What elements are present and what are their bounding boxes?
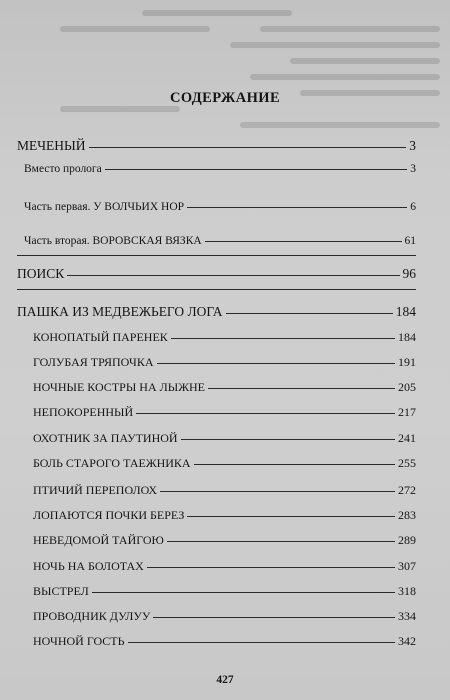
toc-entry-title: ПРОВОДНИК ДУЛУУ <box>33 609 151 623</box>
leader-line <box>205 241 402 242</box>
leader-line <box>105 169 407 170</box>
leader-line <box>208 388 395 389</box>
leader-line <box>157 363 396 364</box>
toc-entry <box>33 559 416 574</box>
toc-entry-title: БОЛЬ СТАРОГО ТАЕЖНИКА <box>33 456 191 470</box>
toc-entry-title: НОЧНОЙ ГОСТЬ <box>33 634 125 648</box>
toc-entry-page: 205 <box>398 380 416 394</box>
leader-line <box>181 439 395 440</box>
toc-entry-title: Часть первая. У ВОЛЧЬИХ НОР <box>24 201 185 213</box>
toc-entry-page: 342 <box>398 634 416 648</box>
toc-entry-page: 289 <box>398 533 416 547</box>
leader-line <box>187 516 395 517</box>
page-number: 427 <box>216 674 234 686</box>
toc-entry-title: ПОИСК <box>17 266 65 281</box>
toc-entry-title: ПТИЧИЙ ПЕРЕПОЛОХ <box>33 483 158 497</box>
toc-entry-page: 255 <box>398 456 416 470</box>
leader-line <box>153 617 395 618</box>
toc-entry-page: 283 <box>398 508 416 522</box>
toc-entry-page: 3 <box>410 163 416 175</box>
section-divider <box>17 255 416 256</box>
leader-line <box>67 275 399 276</box>
toc-entry <box>17 304 416 320</box>
toc-entry-title: МЕЧЕНЫЙ <box>17 138 86 153</box>
section-divider <box>17 289 416 290</box>
leader-line <box>226 313 393 314</box>
toc-entry-title: НЕПОКОРЕННЫЙ <box>33 405 134 419</box>
toc-entry-page: 184 <box>398 330 416 344</box>
toc-entry <box>24 163 416 175</box>
leader-line <box>92 592 395 593</box>
toc-entry-page: 191 <box>398 355 416 369</box>
toc-entry-page: 318 <box>398 584 416 598</box>
toc-entry <box>33 330 416 345</box>
leader-line <box>187 207 407 208</box>
toc-entry-page: 241 <box>398 431 416 445</box>
toc-entry-page: 307 <box>398 559 416 573</box>
toc-entry-page: 217 <box>398 405 416 419</box>
toc-entry-title: НОЧНЫЕ КОСТРЫ НА ЛЫЖНЕ <box>33 380 205 394</box>
toc-entry-title: Часть вторая. ВОРОВСКАЯ ВЯЗКА <box>24 235 202 247</box>
toc-entry-title: Вместо пролога <box>24 163 102 175</box>
toc-entry-title: ГОЛУБАЯ ТРЯПОЧКА <box>33 355 154 369</box>
toc-entry <box>24 201 416 213</box>
toc-entry-page: 272 <box>398 483 416 497</box>
leader-line <box>194 464 395 465</box>
toc-entry <box>33 508 416 523</box>
leader-line <box>160 491 395 492</box>
toc-entry-title: ВЫСТРЕЛ <box>33 584 89 598</box>
leader-line <box>136 413 395 414</box>
leader-line <box>167 541 395 542</box>
toc-entry-page: 96 <box>402 266 416 281</box>
toc-entry-title: КОНОПАТЫЙ ПАРЕНЕК <box>33 330 168 344</box>
leader-line <box>171 338 395 339</box>
toc-entry <box>17 266 416 282</box>
toc-heading: СОДЕРЖАНИЕ <box>169 90 281 106</box>
toc-entry-title: НЕВЕДОМОЙ ТАЙГОЮ <box>33 533 164 547</box>
toc-entry <box>33 584 416 599</box>
toc-entry-title: НОЧЬ НА БОЛОТАХ <box>33 559 144 573</box>
toc-entry-title: ОХОТНИК ЗА ПАУТИНОЙ <box>33 431 178 445</box>
toc-entry <box>17 138 416 154</box>
toc-entry <box>33 609 416 624</box>
toc-entry-page: 3 <box>409 138 416 153</box>
leader-line <box>147 567 395 568</box>
toc-entry-title: ЛОПАЮТСЯ ПОЧКИ БЕРЕЗ <box>33 508 185 522</box>
toc-entry <box>33 634 416 649</box>
toc-entry <box>33 380 416 395</box>
toc-entry-page: 6 <box>410 201 416 213</box>
toc-entry <box>24 235 416 247</box>
toc-entry-page: 184 <box>395 304 416 319</box>
leader-line <box>128 642 395 643</box>
toc-entry <box>33 483 416 498</box>
toc-entry <box>33 533 416 548</box>
toc-entry <box>33 456 416 471</box>
toc-entry-title: ПАШКА ИЗ МЕДВЕЖЬЕГО ЛОГА <box>17 304 223 319</box>
toc-entry <box>33 431 416 446</box>
toc-entry-page: 334 <box>398 609 416 623</box>
leader-line <box>89 147 407 148</box>
toc-entry-page: 61 <box>404 235 416 247</box>
toc-entry <box>33 355 416 370</box>
toc-entry <box>33 405 416 420</box>
